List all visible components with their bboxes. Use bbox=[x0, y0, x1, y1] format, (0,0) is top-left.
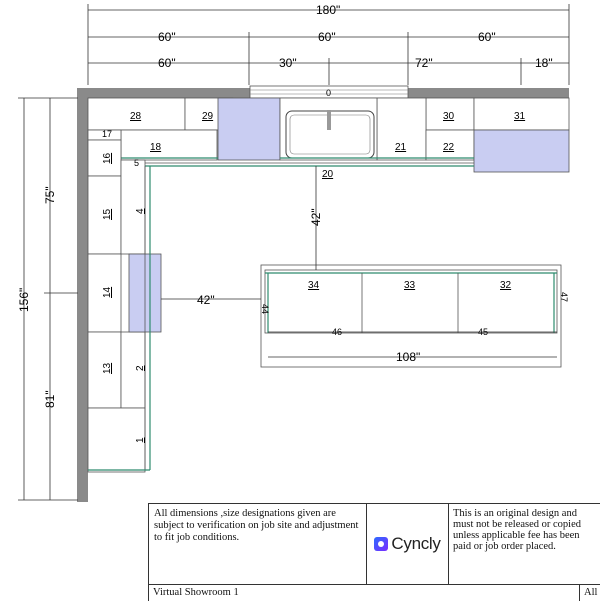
overall-width-dim: 180" bbox=[316, 3, 341, 17]
cyncly-logo bbox=[367, 504, 449, 584]
dishwasher bbox=[474, 130, 569, 172]
cab-20: 20 bbox=[322, 169, 334, 180]
cab-4: 4 bbox=[135, 208, 146, 214]
copyright-notice: This is an original design and must not be released or copied unless applicable fee has been paid or job order placed. bbox=[453, 508, 581, 552]
cab-5: 5 bbox=[134, 158, 140, 168]
top-dim-1b: 60" bbox=[318, 30, 336, 44]
cab-30: 30 bbox=[443, 111, 455, 122]
disclaimer-text: All dimensions ,size designations given are subject to verification on job site and adjustment to fit job conditions. bbox=[149, 504, 367, 584]
aisle-horizontal-dim: 42" bbox=[197, 293, 215, 307]
aisle-vertical-dim: 42" bbox=[309, 208, 323, 226]
cab-32: 32 bbox=[500, 280, 512, 291]
cab-31: 31 bbox=[514, 111, 526, 122]
island-length-dim: 108" bbox=[396, 350, 421, 364]
title-block-footer bbox=[149, 584, 600, 601]
top-dim-2b: 30" bbox=[279, 56, 297, 70]
cab-2: 2 bbox=[135, 365, 146, 371]
project-name: Virtual Showroom 1 bbox=[153, 587, 239, 598]
left-total-dim: 156" bbox=[17, 287, 31, 312]
top-dim-2a: 60" bbox=[158, 56, 176, 70]
title-block-right-cell: All bbox=[579, 585, 600, 601]
left-upper-dim: 75" bbox=[43, 186, 57, 204]
cab-28: 28 bbox=[130, 111, 142, 122]
left-lower-dim: 81" bbox=[43, 390, 57, 408]
cab-22: 22 bbox=[443, 142, 455, 153]
cab-14: 14 bbox=[102, 286, 113, 298]
top-dim-2c: 72" bbox=[415, 56, 433, 70]
top-dim-1a: 60" bbox=[158, 30, 176, 44]
left-wall bbox=[77, 88, 88, 502]
cab-47: 47 bbox=[559, 292, 569, 303]
cyncly-logo-icon bbox=[374, 537, 388, 551]
top-dim-1c: 60" bbox=[478, 30, 496, 44]
cab-18: 18 bbox=[150, 142, 162, 153]
cab-46: 46 bbox=[332, 327, 343, 337]
cab-1: 1 bbox=[135, 437, 146, 443]
logo-text: Cyncly bbox=[391, 534, 441, 553]
top-dim-2d: 18" bbox=[535, 56, 553, 70]
cab-13: 13 bbox=[102, 362, 113, 374]
cab-16: 16 bbox=[102, 152, 113, 164]
refrigerator bbox=[218, 98, 280, 160]
cab-44: 44 bbox=[260, 304, 270, 315]
cab-33: 33 bbox=[404, 280, 416, 291]
cab-15: 15 bbox=[102, 208, 113, 220]
cab-45: 45 bbox=[478, 327, 489, 337]
window-label: 0 bbox=[326, 88, 332, 98]
cab-21: 21 bbox=[395, 142, 407, 153]
cab-34: 34 bbox=[308, 280, 320, 291]
title-block bbox=[148, 503, 600, 601]
cab-29: 29 bbox=[202, 111, 214, 122]
cab-17: 17 bbox=[102, 129, 113, 139]
